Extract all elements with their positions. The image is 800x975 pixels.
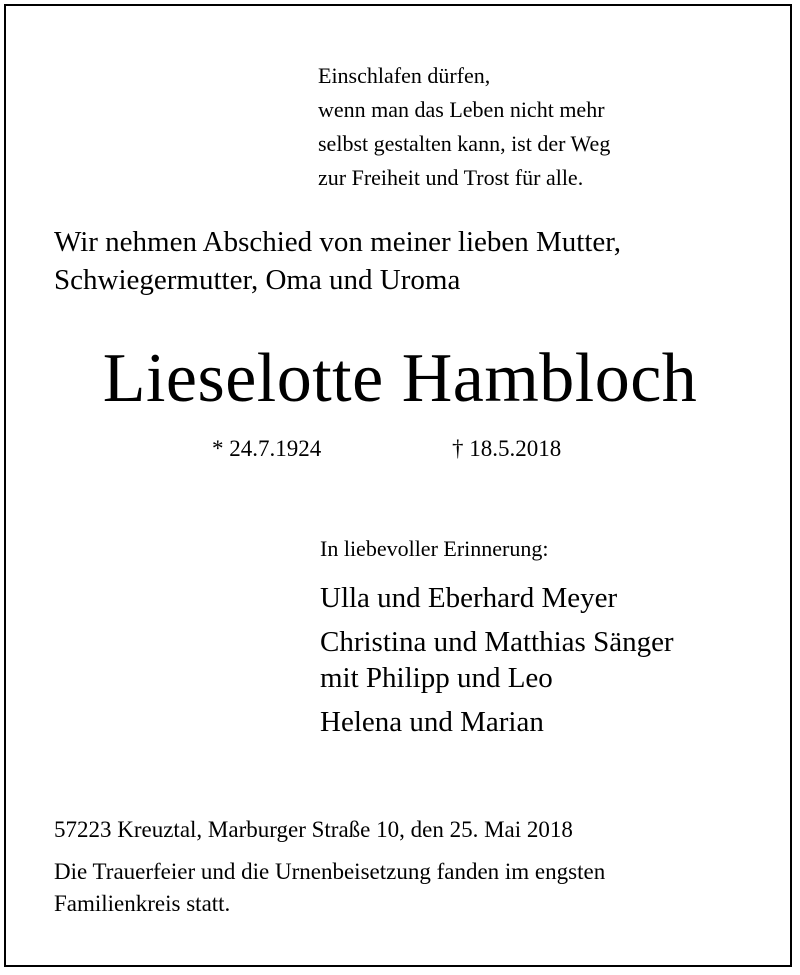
mourner-line: Ulla und Eberhard Meyer [320, 582, 618, 614]
mourners-list [320, 580, 674, 740]
motto-line: zur Freiheit und Trost für alle. [318, 165, 584, 190]
memory-label: In liebevoller Erinnerung: [320, 536, 549, 561]
mourner-entry [320, 624, 674, 696]
funeral-notice [54, 856, 754, 920]
mourner-line: Christina und Matthias Sänger [320, 626, 674, 658]
intro-line: Wir nehmen Abschied von meiner lieben Mutter, [54, 226, 622, 258]
address-date-line: 57223 Kreuztal, Marburger Straße 10, den 25. Mai 2018 [54, 817, 573, 842]
death-date: † 18.5.2018 [452, 436, 562, 461]
intro-line: Schwiegermutter, Oma und Uroma [54, 264, 461, 296]
mourner-entry [320, 580, 674, 616]
notice-line: Familienkreis statt. [54, 891, 231, 916]
notice-line: Die Trauerfeier und die Urnenbeisetzung fanden im engsten [54, 859, 606, 884]
farewell-intro [54, 223, 621, 299]
mourner-entry [320, 704, 674, 740]
deceased-name: Lieselotte Hambloch [102, 340, 698, 417]
motto-line: wenn man das Leben nicht mehr [318, 97, 605, 122]
motto-line: selbst gestalten kann, ist der Weg [318, 131, 611, 156]
motto-line: Einschlafen dürfen, [318, 63, 491, 88]
mourner-line: Helena und Marian [320, 706, 544, 738]
mourner-line: mit Philipp und Leo [320, 662, 553, 694]
birth-date: * 24.7.1924 [212, 436, 322, 461]
motto-poem [318, 59, 610, 195]
